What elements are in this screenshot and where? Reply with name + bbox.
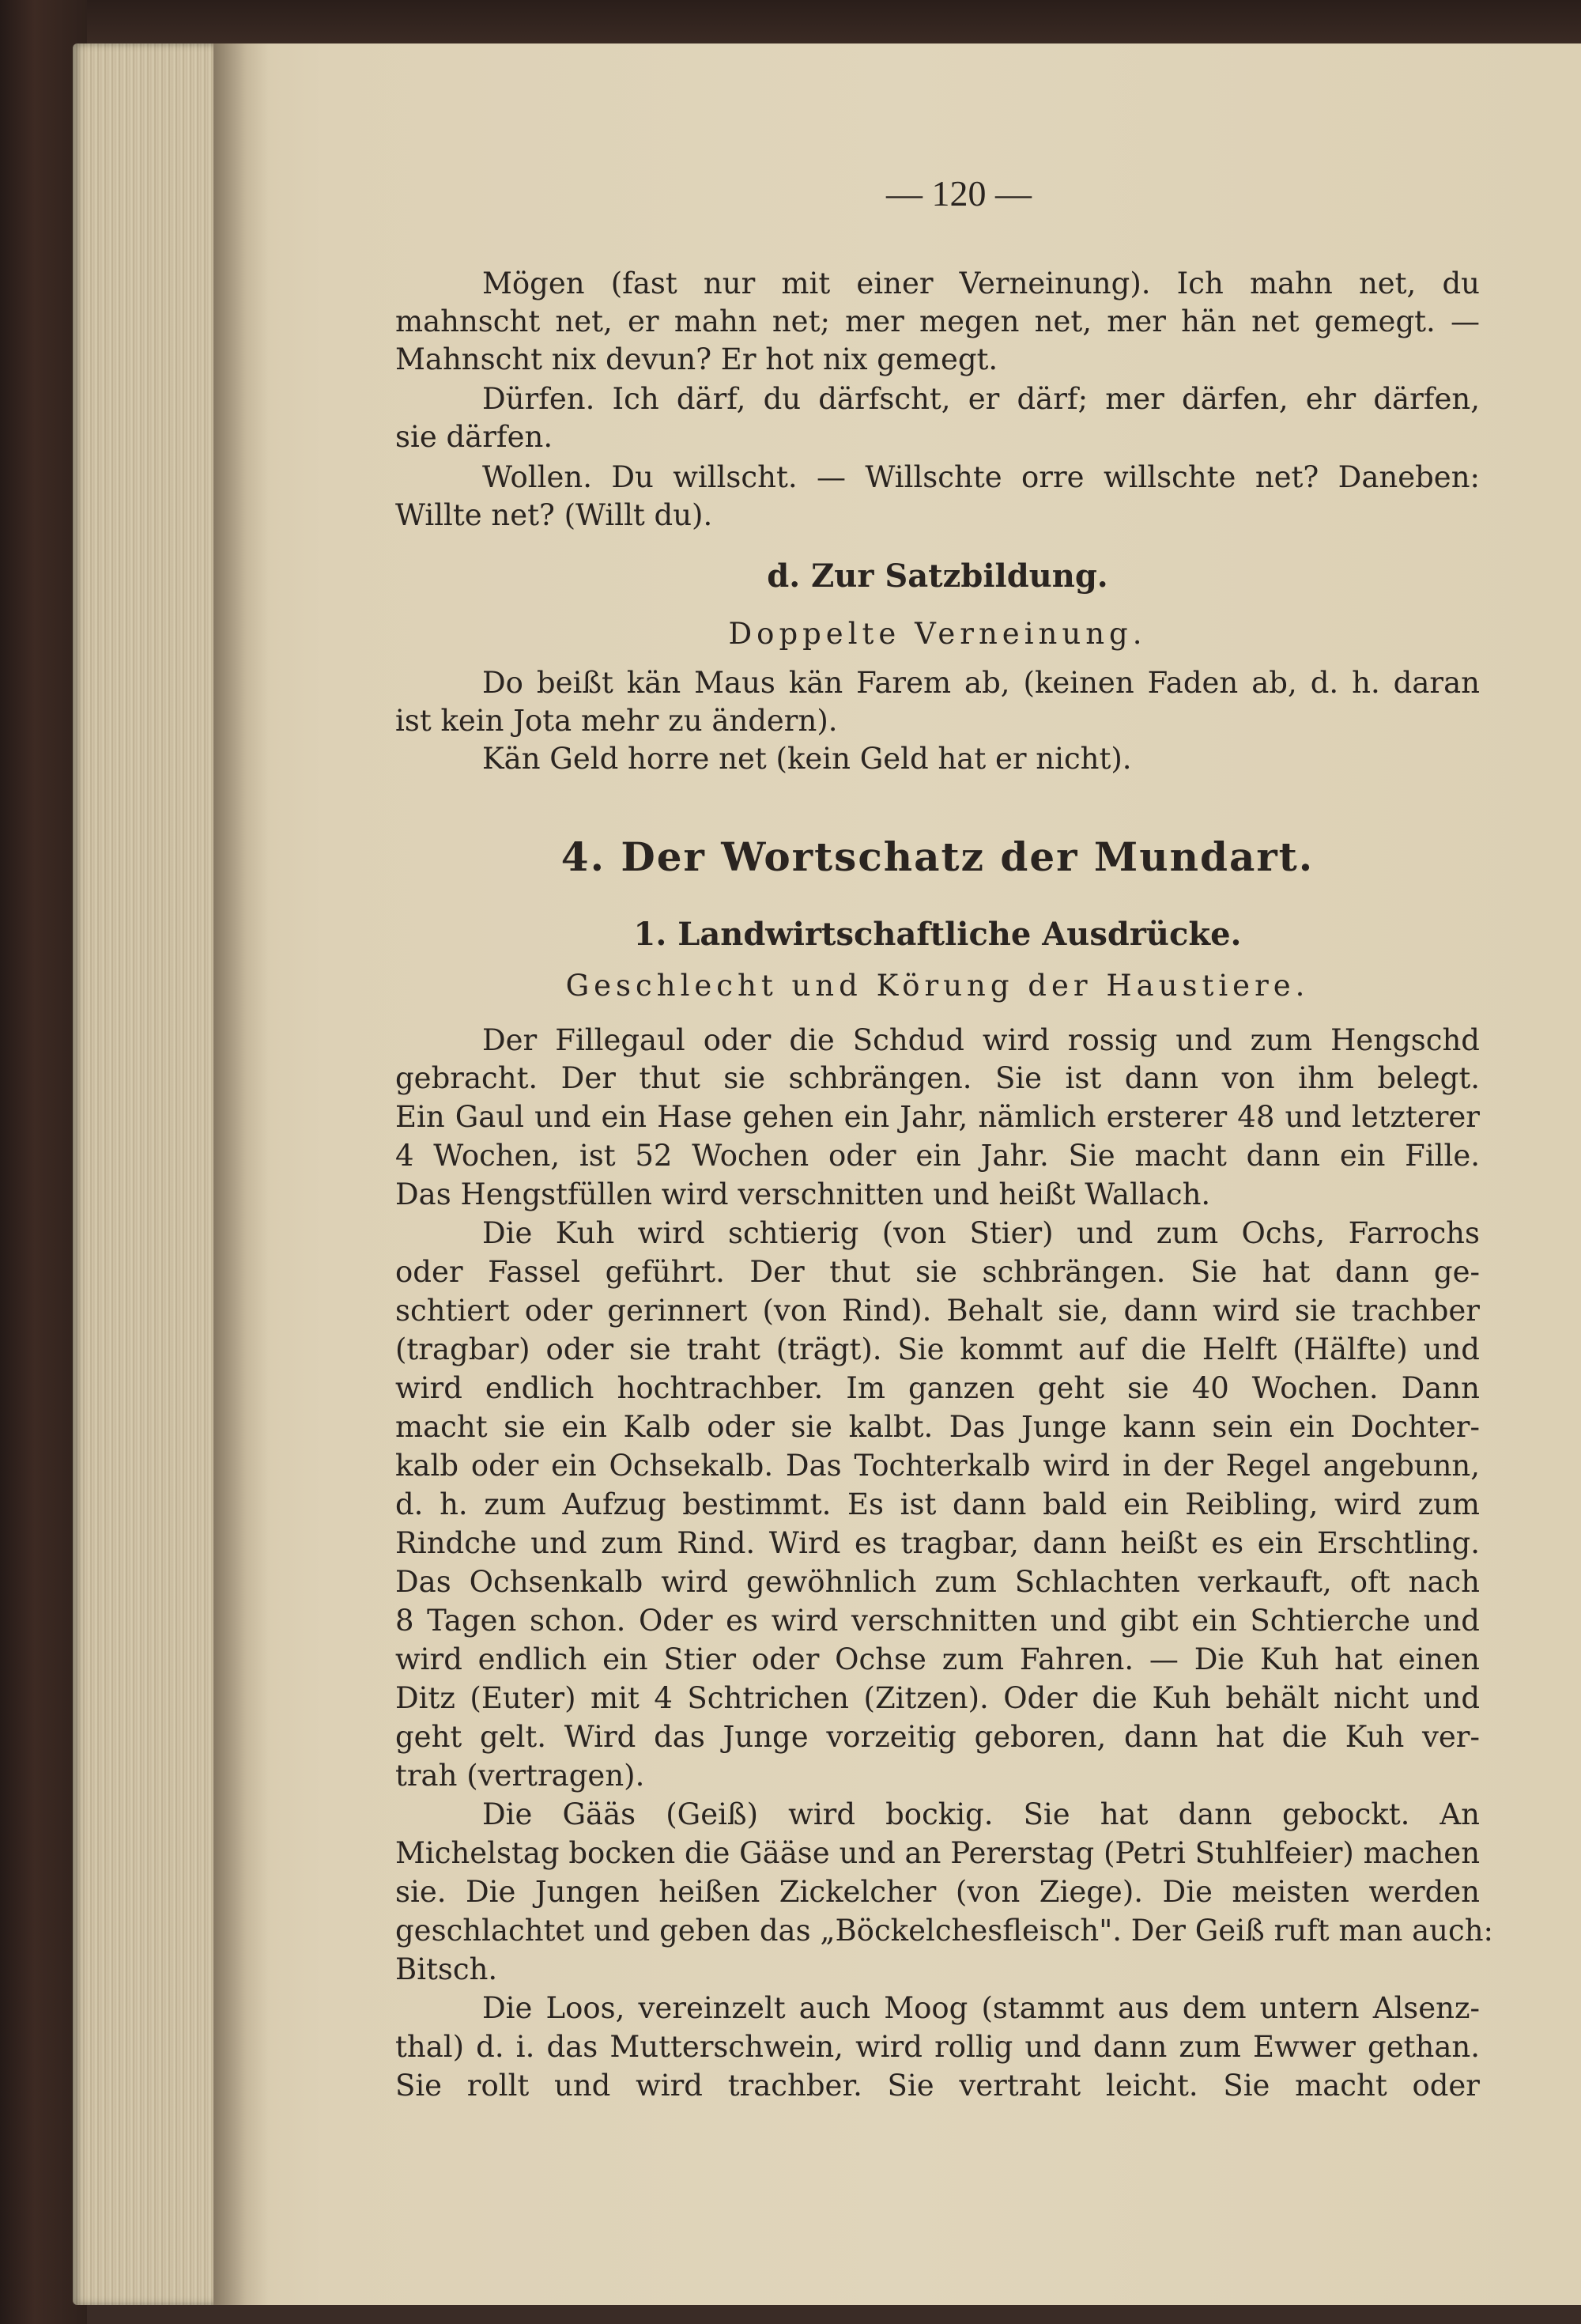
page-edges [73,43,223,2305]
text-line: Ditz (Euter) mit 4 Schtrichen (Zitzen). Oder die Kuh behält nicht und [395,1681,1480,1715]
page-gutter-shadow [213,43,269,2305]
chapter-subheading: 1. Landwirtschaftliche Ausdrücke. [633,916,1242,953]
text-line: Die Kuh wird schtierig (von Stier) und zum Ochs, Farrochs [482,1216,1480,1250]
text-line: kalb oder ein Ochsekalb. Das Tochterkalb wird in der Regel angebunn, [395,1449,1480,1483]
page-number: — 120 — [886,173,1032,214]
text-line: macht sie ein Kalb oder sie kalbt. Das Junge kann sein ein Dochter- [395,1410,1480,1444]
text-line: sie därfen. [395,420,553,454]
text-line: wird endlich ein Stier oder Ochse zum Fahren. — Die Kuh hat einen [395,1642,1480,1676]
text-line: 8 Tagen schon. Oder es wird verschnitten und gibt ein Schtierche und [395,1604,1480,1638]
text-line: Dürfen. Ich därf, du därfscht, er därf; mer därfen, ehr därfen, [482,382,1480,416]
text-line: thal) d. i. das Mutterschwein, wird rollig und dann zum Ewwer gethan. [395,2030,1480,2064]
text-line: oder Fassel geführt. Der thut sie schbrängen. Sie hat dann ge- [395,1255,1480,1289]
text-line: wird endlich hochtrachber. Im ganzen geht sie 40 Wochen. Dann [395,1371,1480,1405]
text-line: Das Hengstfüllen wird verschnitten und heißt Wallach. [395,1177,1211,1211]
text-line: Rindche und zum Rind. Wird es tragbar, dann heißt es ein Erschtling. [395,1526,1480,1560]
text-line: Mögen (fast nur mit einer Verneinung). Ich mahn net, du [482,266,1480,300]
text-line: Michelstag bocken die Gääse und an Pererstag (Petri Stuhlfeier) machen [395,1836,1481,1870]
text-line: Kän Geld horre net (kein Geld hat er nicht). [482,742,1132,776]
text-line: Ein Gaul und ein Hase gehen ein Jahr, nämlich ersterer 48 und letzterer [395,1100,1480,1134]
text-line: Do beißt kän Maus kän Farem ab, (keinen Faden ab, d. h. daran [482,666,1480,700]
text-line: (tragbar) oder sie traht (trägt). Sie kommt auf die Helft (Hälfte) und [395,1332,1480,1366]
text-line: trah (vertragen). [395,1759,645,1793]
chapter-heading: 4. Der Wortschatz der Mundart. [560,833,1315,880]
text-line: ist kein Jota mehr zu ändern). [395,704,838,738]
section-heading: d. Zur Satzbildung. [767,557,1108,595]
text-line: Bitsch. [395,1952,498,1986]
text-line: sie. Die Jungen heißen Zickelcher (von Ziege). Die meisten werden [395,1875,1480,1909]
text-line: Der Fillegaul oder die Schdud wird rossig und zum Hengschd [482,1023,1480,1057]
text-line: Sie rollt und wird trachber. Sie vertraht leicht. Sie macht oder [395,2069,1480,2103]
text-line: Die Gääs (Geiß) wird bockig. Sie hat dann gebockt. An [482,1797,1480,1831]
text-line: geschlachtet und geben das „Böckelchesfleisch". Der Geiß ruft man auch: [395,1914,1493,1948]
text-line: Wollen. Du willscht. — Willschte orre willschte net? Daneben: [482,460,1480,494]
chapter-subheading-2: Geschlecht und Körung der Haustiere. [565,969,1310,1003]
text-line: 4 Wochen, ist 52 Wochen oder ein Jahr. Sie macht dann ein Fille. [395,1139,1480,1173]
book-cover-top [0,0,1581,47]
text-line: Die Loos, vereinzelt auch Moog (stammt aus dem untern Alsenz- [482,1991,1480,2025]
text-line: mahnscht net, er mahn net; mer megen net, mer hän net gemegt. — [395,304,1480,338]
text-line: Willte net? (Willt du). [395,498,713,532]
text-line: geht gelt. Wird das Junge vorzeitig geboren, dann hat die Kuh ver- [395,1720,1480,1754]
text-line: Das Ochsenkalb wird gewöhnlich zum Schlachten verkauft, oft nach [395,1565,1480,1599]
section-subheading: Doppelte Verneinung. [728,617,1147,651]
text-line: gebracht. Der thut sie schbrängen. Sie ist dann von ihm belegt. [395,1061,1480,1095]
text-line: schtiert oder gerinnert (von Rind). Behalt sie, dann wird sie trachber [395,1294,1480,1328]
text-line: Mahnscht nix devun? Er hot nix gemegt. [395,342,998,376]
text-line: d. h. zum Aufzug bestimmt. Es ist dann bald ein Reibling, wird zum [395,1487,1480,1521]
